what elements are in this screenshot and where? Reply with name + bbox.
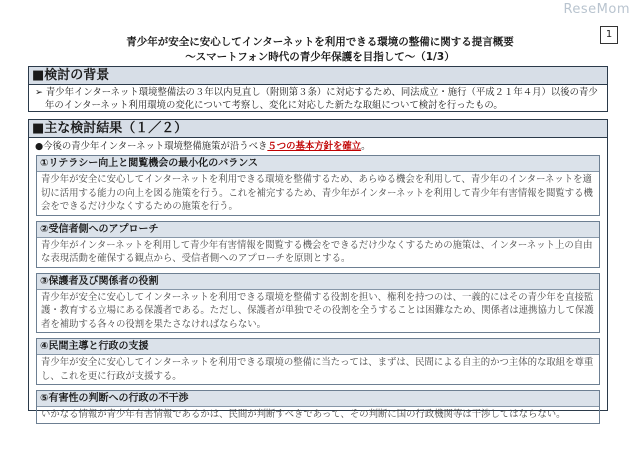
policy-item-5 bbox=[36, 390, 600, 424]
policy-item-body: 青少年がインターネットを利用して青少年有害情報を閲覧する機会をできるだけ少なくするための施策は、インターネット上の自由な表現活動を確保する観点から、受信者側へのアプローチを原則とする。 bbox=[41, 239, 593, 264]
policy-item-title: ③保護者及び関係者の役割 bbox=[37, 274, 599, 290]
page-number: 1 bbox=[600, 26, 618, 44]
background-text bbox=[29, 85, 607, 112]
policy-item-title: ⑤有害性の判断への行政の不干渉 bbox=[37, 391, 599, 407]
policy-item-title: ①リテラシー向上と閲覧機会の最小化のバランス bbox=[37, 156, 599, 172]
policy-item-3 bbox=[36, 273, 600, 334]
background-heading: ■検討の背景 bbox=[29, 67, 607, 85]
resemom-watermark: ReseMom bbox=[563, 2, 630, 17]
policy-item-body: いかなる情報が青少年有害情報であるかは、民間が判断すべきであって、その判断に国の行政機関等は干渉してはならない。 bbox=[41, 409, 566, 420]
policy-item-title: ②受信者側へのアプローチ bbox=[37, 222, 599, 238]
policy-item-1 bbox=[36, 155, 600, 216]
policy-item-body: 青少年が安全に安心してインターネットを利用できる環境を整備する役割を担い、権利を持つのは、一義的にはその青少年を直接監護・教育する立場にある保護者である。ただし、保護者が単独でその役割を全うすることは困難なため、関係者は連携協力して保護者を補助する各々の役割を果たさなければならない。 bbox=[41, 291, 594, 330]
results-heading: ■主な検討結果（１／２） bbox=[29, 120, 607, 138]
policy-item-body: 青少年が安全に安心してインターネットを利用できる環境を整備するため、あらゆる機会を利用して、青少年のインターネットを適切に活用する能力の向上を図る施策を行う。これを補完するため、青少年がインターネットを利用して青少年有害情報を閲覧する機会をできるだけ少なくするための施策を行う。 bbox=[41, 174, 593, 212]
title-line-1: 青少年が安全に安心してインターネットを利用できる環境の整備に関する提言概要 bbox=[126, 36, 514, 48]
lead-highlight: ５つの基本方針を確立 bbox=[267, 141, 362, 152]
results-lead bbox=[29, 138, 607, 155]
background-section bbox=[28, 66, 608, 112]
policy-item-4 bbox=[36, 338, 600, 385]
policy-item-2 bbox=[36, 221, 600, 268]
document-title bbox=[0, 35, 640, 65]
lead-suffix: 。 bbox=[361, 141, 371, 152]
results-section bbox=[28, 119, 608, 420]
bullet-arrow-icon: ➢ bbox=[35, 87, 43, 98]
policy-item-body: 青少年が安全に安心してインターネットを利用できる環境の整備に当たっては、まずは、民間による自主的かつ主体的な取組を尊重し、これを更に行政が支援する。 bbox=[41, 357, 594, 382]
policy-item-title: ④民間主導と行政の支援 bbox=[37, 339, 599, 355]
background-body: 青少年インターネット環境整備法の３年以内見直し（附則第３条）に対応するため、同法成立・施行（平成２１年４月）以後の青少年のインターネット利用環境の変化について考察し、変化に対応した新たな取組について検討を行ったもの。 bbox=[45, 87, 598, 111]
lead-prefix: ●今後の青少年インターネット環境整備施策が沿うべき bbox=[35, 141, 268, 152]
title-line-2: ～スマートフォン時代の青少年保護を目指して～（1/3） bbox=[185, 51, 455, 63]
